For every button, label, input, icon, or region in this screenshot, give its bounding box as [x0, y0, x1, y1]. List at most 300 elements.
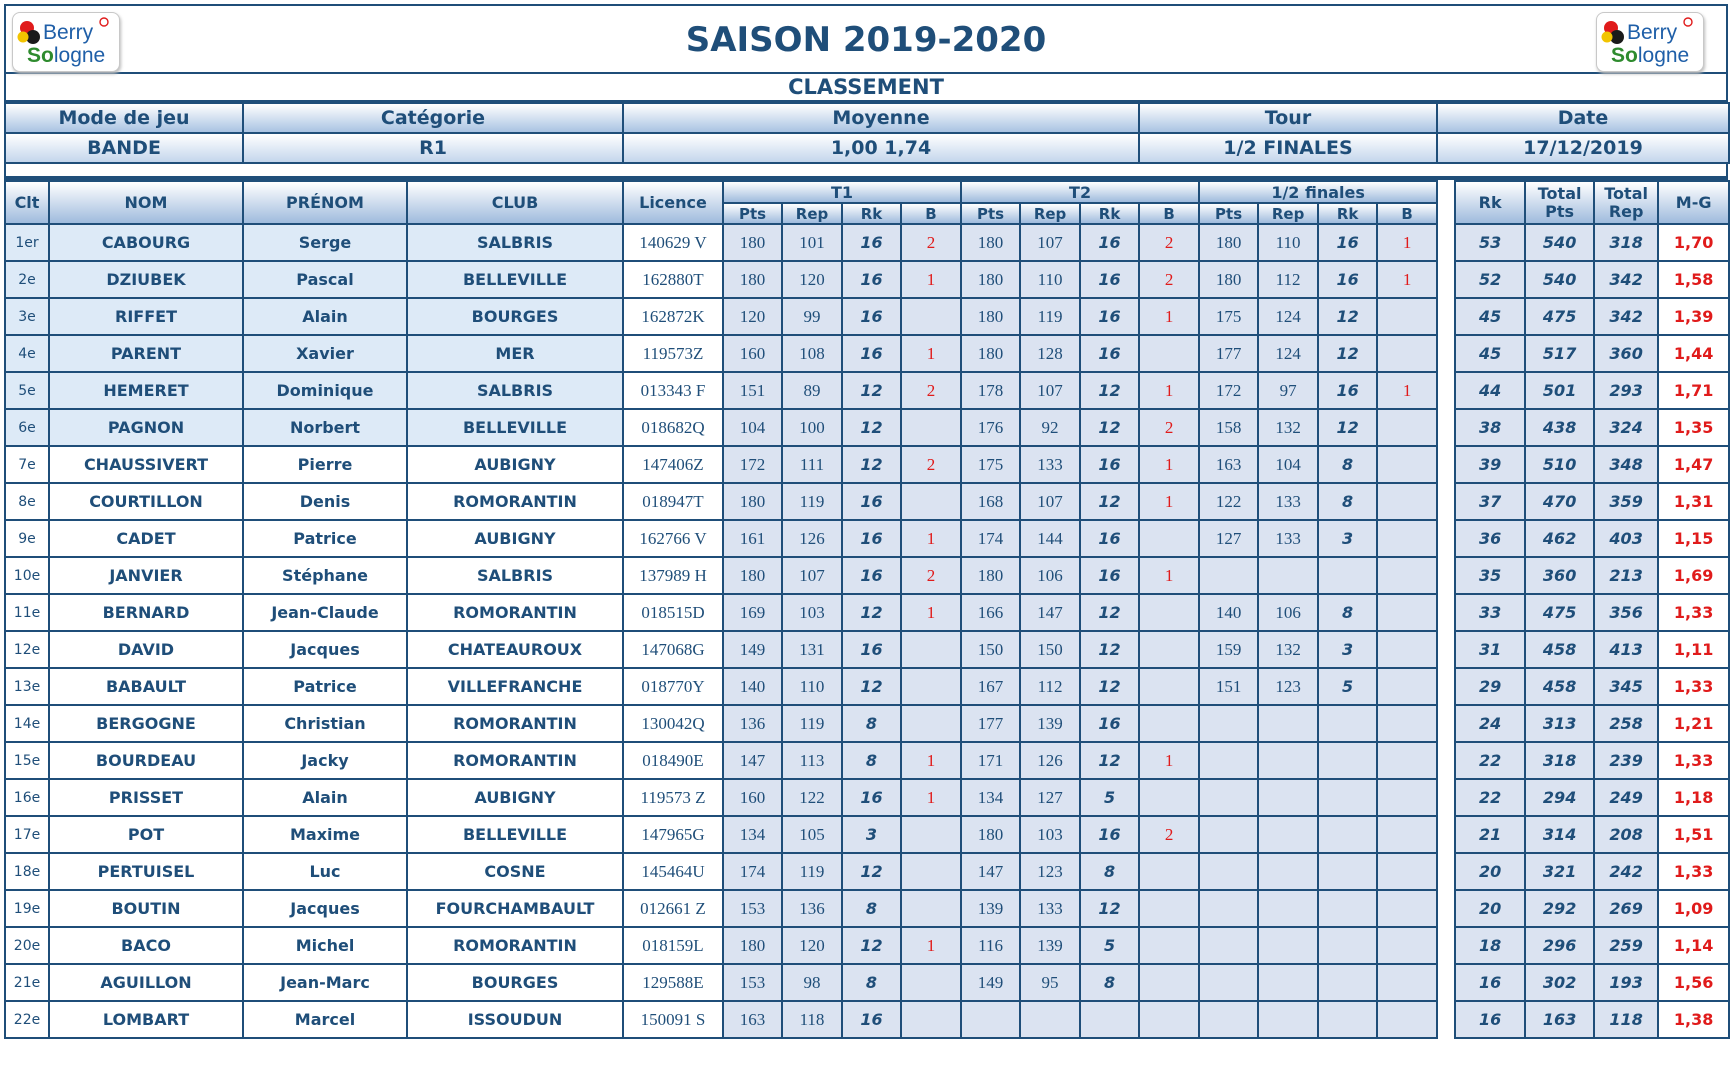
t2-b-cell: [1139, 890, 1199, 927]
table-row: [5, 335, 1729, 372]
pts-label: Pts: [1545, 201, 1575, 221]
t2-pts-cell: 134: [961, 779, 1020, 816]
t2-rep-cell: 107: [1020, 372, 1080, 409]
rank-cell: 14e: [5, 705, 49, 742]
total-pts-cell: 470: [1525, 483, 1594, 520]
t2-pts-cell: 168: [961, 483, 1020, 520]
semi-rep-cell: [1258, 816, 1318, 853]
t1-b-cell: [901, 705, 961, 742]
club-cell: SALBRIS: [407, 224, 623, 261]
t1-rep-cell: 120: [782, 261, 842, 298]
moyenne-label: Moyenne: [623, 103, 1139, 133]
column-gap: [1437, 335, 1455, 372]
semi-rk-cell: [1318, 742, 1377, 779]
t2-pts-cell: 175: [961, 446, 1020, 483]
t1-pts-cell: 180: [723, 927, 782, 964]
prenom-cell: Jacky: [243, 742, 407, 779]
t1-rk-cell: 3: [842, 816, 901, 853]
t1-rk-cell: 12: [842, 594, 901, 631]
t1-rep-cell: 131: [782, 631, 842, 668]
total-rep-cell: 345: [1594, 668, 1658, 705]
club-cell: COSNE: [407, 853, 623, 890]
t2-rk-cell: 5: [1080, 927, 1139, 964]
column-gap: [1437, 705, 1455, 742]
t1-rep-cell: 122: [782, 779, 842, 816]
t2-b-cell: [1139, 631, 1199, 668]
mg-cell: 1,33: [1658, 742, 1729, 779]
rk-total-cell: 45: [1455, 298, 1525, 335]
t1-b-cell: 1: [901, 594, 961, 631]
col-t2-b: B: [1139, 203, 1199, 224]
t1-rep-cell: 108: [782, 335, 842, 372]
nom-cell: HEMERET: [49, 372, 243, 409]
t2-rep-cell: 95: [1020, 964, 1080, 1001]
t2-pts-cell: 139: [961, 890, 1020, 927]
prenom-cell: Patrice: [243, 668, 407, 705]
semi-b-cell: [1377, 816, 1437, 853]
t1-pts-cell: 153: [723, 890, 782, 927]
t2-pts-cell: 180: [961, 261, 1020, 298]
t1-rep-cell: 107: [782, 557, 842, 594]
t2-b-cell: 2: [1139, 224, 1199, 261]
total-pts-cell: 438: [1525, 409, 1594, 446]
t1-pts-cell: 140: [723, 668, 782, 705]
total-pts-cell: 475: [1525, 594, 1594, 631]
table-row: [5, 853, 1729, 890]
berry-sologne-logo-right: [1596, 12, 1704, 72]
total-pts-cell: 501: [1525, 372, 1594, 409]
t1-pts-cell: 120: [723, 298, 782, 335]
semi-rk-cell: 8: [1318, 483, 1377, 520]
semi-pts-cell: [1199, 816, 1258, 853]
prenom-cell: Dominique: [243, 372, 407, 409]
t2-pts-cell: 176: [961, 409, 1020, 446]
col-t1-pts: Pts: [723, 203, 782, 224]
t1-b-cell: 2: [901, 224, 961, 261]
rank-cell: 9e: [5, 520, 49, 557]
total-pts-cell: 163: [1525, 1001, 1594, 1038]
col-semi-rep: Rep: [1258, 203, 1318, 224]
t2-pts-cell: 167: [961, 668, 1020, 705]
semi-pts-cell: [1199, 742, 1258, 779]
club-cell: AUBIGNY: [407, 520, 623, 557]
t2-b-cell: 2: [1139, 816, 1199, 853]
column-gap: [1437, 631, 1455, 668]
t1-rep-cell: 99: [782, 298, 842, 335]
t2-b-cell: 1: [1139, 446, 1199, 483]
table-row: [5, 1001, 1729, 1038]
col-club: CLUB: [407, 181, 623, 224]
t1-rep-cell: 136: [782, 890, 842, 927]
rank-cell: 20e: [5, 927, 49, 964]
rk-total-cell: 45: [1455, 335, 1525, 372]
semi-rep-cell: [1258, 779, 1318, 816]
classement-heading: CLASSEMENT: [4, 74, 1728, 102]
club-cell: BOURGES: [407, 964, 623, 1001]
t1-rk-cell: 16: [842, 224, 901, 261]
prenom-cell: Norbert: [243, 409, 407, 446]
t2-rk-cell: 12: [1080, 631, 1139, 668]
club-cell: SALBRIS: [407, 372, 623, 409]
rank-cell: 18e: [5, 853, 49, 890]
t1-b-cell: 1: [901, 520, 961, 557]
table-row: [5, 705, 1729, 742]
licence-cell: 147068G: [623, 631, 723, 668]
semi-rk-cell: [1318, 853, 1377, 890]
club-cell: ROMORANTIN: [407, 594, 623, 631]
semi-rep-cell: [1258, 742, 1318, 779]
nom-cell: DZIUBEK: [49, 261, 243, 298]
t1-pts-cell: 163: [723, 1001, 782, 1038]
t2-rk-cell: 8: [1080, 964, 1139, 1001]
total-pts-cell: 458: [1525, 631, 1594, 668]
semi-rk-cell: [1318, 816, 1377, 853]
total-pts-cell: 313: [1525, 705, 1594, 742]
mg-cell: 1,44: [1658, 335, 1729, 372]
total-pts-cell: 296: [1525, 927, 1594, 964]
total-rep-cell: 258: [1594, 705, 1658, 742]
column-gap: [1437, 261, 1455, 298]
semi-rk-cell: 16: [1318, 261, 1377, 298]
rank-cell: 22e: [5, 1001, 49, 1038]
semi-b-cell: [1377, 668, 1437, 705]
t1-rk-cell: 8: [842, 742, 901, 779]
club-cell: FOURCHAMBAULT: [407, 890, 623, 927]
t2-b-cell: 2: [1139, 409, 1199, 446]
total-rep-cell: 269: [1594, 890, 1658, 927]
rank-cell: 6e: [5, 409, 49, 446]
table-row: [5, 520, 1729, 557]
licence-cell: 018947T: [623, 483, 723, 520]
col-clt: Clt: [5, 181, 49, 224]
t1-rep-cell: 111: [782, 446, 842, 483]
t2-rep-cell: 119: [1020, 298, 1080, 335]
total-rep-cell: 324: [1594, 409, 1658, 446]
t2-b-cell: [1139, 520, 1199, 557]
column-gap: [1437, 927, 1455, 964]
semi-pts-cell: 140: [1199, 594, 1258, 631]
prenom-cell: Xavier: [243, 335, 407, 372]
t1-b-cell: 1: [901, 927, 961, 964]
licence-cell: 013343 F: [623, 372, 723, 409]
mg-cell: 1,69: [1658, 557, 1729, 594]
semi-rep-cell: [1258, 927, 1318, 964]
svg-text:Berry: Berry: [43, 21, 94, 44]
semi-b-cell: [1377, 520, 1437, 557]
page-title: SAISON 2019-2020: [685, 20, 1047, 60]
licence-cell: 018682Q: [623, 409, 723, 446]
semi-b-cell: [1377, 631, 1437, 668]
t2-rep-cell: 133: [1020, 890, 1080, 927]
licence-cell: 162880T: [623, 261, 723, 298]
t2-rk-cell: 12: [1080, 372, 1139, 409]
col-t2-rep: Rep: [1020, 203, 1080, 224]
total-rep-cell: 403: [1594, 520, 1658, 557]
t2-rep-cell: 126: [1020, 742, 1080, 779]
licence-cell: 018515D: [623, 594, 723, 631]
rk-total-cell: 21: [1455, 816, 1525, 853]
club-cell: ROMORANTIN: [407, 483, 623, 520]
rk-total-cell: 20: [1455, 890, 1525, 927]
t1-b-cell: [901, 668, 961, 705]
club-cell: ISSOUDUN: [407, 1001, 623, 1038]
semi-pts-cell: 127: [1199, 520, 1258, 557]
t1-b-cell: 1: [901, 779, 961, 816]
licence-cell: 137989 H: [623, 557, 723, 594]
rk-total-cell: 38: [1455, 409, 1525, 446]
t1-pts-cell: 161: [723, 520, 782, 557]
col-t1-rk: Rk: [842, 203, 901, 224]
t1-rk-cell: 8: [842, 705, 901, 742]
club-cell: ROMORANTIN: [407, 742, 623, 779]
t2-rk-cell: 16: [1080, 816, 1139, 853]
rk-total-cell: 16: [1455, 964, 1525, 1001]
rank-cell: 4e: [5, 335, 49, 372]
t1-rk-cell: 16: [842, 261, 901, 298]
table-row: [5, 668, 1729, 705]
t1-rep-cell: 105: [782, 816, 842, 853]
licence-cell: 012661 Z: [623, 890, 723, 927]
date-value: 17/12/2019: [1437, 133, 1729, 163]
mg-cell: 1,31: [1658, 483, 1729, 520]
semi-pts-cell: 159: [1199, 631, 1258, 668]
t1-b-cell: 1: [901, 335, 961, 372]
col-semi-pts: Pts: [1199, 203, 1258, 224]
t1-b-cell: [901, 1001, 961, 1038]
semi-b-cell: 1: [1377, 372, 1437, 409]
t1-rk-cell: 8: [842, 964, 901, 1001]
semi-pts-cell: 177: [1199, 335, 1258, 372]
t2-b-cell: [1139, 964, 1199, 1001]
semi-pts-cell: 175: [1199, 298, 1258, 335]
semi-rk-cell: 16: [1318, 372, 1377, 409]
t1-b-cell: [901, 964, 961, 1001]
col-semi-b: B: [1377, 203, 1437, 224]
table-row: [5, 816, 1729, 853]
club-cell: SALBRIS: [407, 557, 623, 594]
column-gap: [1437, 298, 1455, 335]
semi-rep-cell: 133: [1258, 483, 1318, 520]
prenom-cell: Denis: [243, 483, 407, 520]
mode-value: BANDE: [5, 133, 243, 163]
t1-rk-cell: 16: [842, 520, 901, 557]
nom-cell: CHAUSSIVERT: [49, 446, 243, 483]
rank-cell: 2e: [5, 261, 49, 298]
t1-rk-cell: 12: [842, 668, 901, 705]
t2-pts-cell: [961, 1001, 1020, 1038]
prenom-cell: Pascal: [243, 261, 407, 298]
t2-pts-cell: 150: [961, 631, 1020, 668]
prenom-cell: Marcel: [243, 1001, 407, 1038]
total-pts-cell: 294: [1525, 779, 1594, 816]
t1-rep-cell: 119: [782, 483, 842, 520]
t2-rk-cell: 16: [1080, 298, 1139, 335]
licence-cell: 150091 S: [623, 1001, 723, 1038]
mg-cell: 1,11: [1658, 631, 1729, 668]
total-rep-cell: 208: [1594, 816, 1658, 853]
col-t2-pts: Pts: [961, 203, 1020, 224]
column-gap: [1437, 594, 1455, 631]
total-pts-cell: 321: [1525, 853, 1594, 890]
t1-pts-cell: 180: [723, 224, 782, 261]
t1-pts-cell: 174: [723, 853, 782, 890]
t1-rk-cell: 16: [842, 557, 901, 594]
t2-rk-cell: 12: [1080, 890, 1139, 927]
nom-cell: BACO: [49, 927, 243, 964]
t1-pts-cell: 169: [723, 594, 782, 631]
club-cell: BOURGES: [407, 298, 623, 335]
t1-rep-cell: 101: [782, 224, 842, 261]
rank-cell: 8e: [5, 483, 49, 520]
semi-rk-cell: 5: [1318, 668, 1377, 705]
prenom-cell: Jacques: [243, 890, 407, 927]
mg-cell: 1,70: [1658, 224, 1729, 261]
total-pts-cell: 302: [1525, 964, 1594, 1001]
t2-pts-cell: 180: [961, 335, 1020, 372]
total-rep-cell: 118: [1594, 1001, 1658, 1038]
nom-cell: RIFFET: [49, 298, 243, 335]
col-total-pts: [1525, 181, 1594, 224]
total-pts-cell: 510: [1525, 446, 1594, 483]
semi-pts-cell: [1199, 890, 1258, 927]
total-rep-cell: 293: [1594, 372, 1658, 409]
col-t2-rk: Rk: [1080, 203, 1139, 224]
t2-rk-cell: 12: [1080, 409, 1139, 446]
t2-rep-cell: 103: [1020, 816, 1080, 853]
total-rep-cell: 356: [1594, 594, 1658, 631]
rk-total-cell: 22: [1455, 742, 1525, 779]
prenom-cell: Jacques: [243, 631, 407, 668]
club-cell: AUBIGNY: [407, 446, 623, 483]
rank-cell: 21e: [5, 964, 49, 1001]
semi-rk-cell: [1318, 557, 1377, 594]
semi-rk-cell: 16: [1318, 224, 1377, 261]
t1-pts-cell: 160: [723, 779, 782, 816]
column-gap: [1437, 668, 1455, 705]
t2-rk-cell: [1080, 1001, 1139, 1038]
nom-cell: BOURDEAU: [49, 742, 243, 779]
t1-b-cell: 1: [901, 742, 961, 779]
semi-b-cell: [1377, 964, 1437, 1001]
prenom-cell: Jean-Claude: [243, 594, 407, 631]
t1-pts-cell: 172: [723, 446, 782, 483]
t1-b-cell: [901, 631, 961, 668]
rank-cell: 13e: [5, 668, 49, 705]
t2-rep-cell: 139: [1020, 705, 1080, 742]
t1-b-cell: [901, 298, 961, 335]
t2-b-cell: [1139, 594, 1199, 631]
column-gap: [1437, 742, 1455, 779]
col-rk-total: Rk: [1455, 181, 1525, 224]
table-row: [5, 742, 1729, 779]
rank-cell: 16e: [5, 779, 49, 816]
total-rep-cell: 213: [1594, 557, 1658, 594]
semi-b-cell: [1377, 927, 1437, 964]
semi-pts-cell: [1199, 705, 1258, 742]
semi-b-cell: [1377, 409, 1437, 446]
t1-pts-cell: 180: [723, 557, 782, 594]
t2-b-cell: [1139, 779, 1199, 816]
table-row: [5, 224, 1729, 261]
date-label: Date: [1437, 103, 1729, 133]
nom-cell: PERTUISEL: [49, 853, 243, 890]
semi-pts-cell: 180: [1199, 261, 1258, 298]
rank-cell: 5e: [5, 372, 49, 409]
semi-rk-cell: [1318, 964, 1377, 1001]
t2-rk-cell: 16: [1080, 335, 1139, 372]
t2-b-cell: 1: [1139, 483, 1199, 520]
t1-rep-cell: 89: [782, 372, 842, 409]
column-gap: [1437, 779, 1455, 816]
prenom-cell: Jean-Marc: [243, 964, 407, 1001]
t2-rk-cell: 16: [1080, 446, 1139, 483]
semi-rep-cell: [1258, 1001, 1318, 1038]
prenom-cell: Stéphane: [243, 557, 407, 594]
col-group-t2: T2: [961, 181, 1199, 203]
t1-pts-cell: 104: [723, 409, 782, 446]
t2-rk-cell: 12: [1080, 483, 1139, 520]
column-gap: [1437, 1001, 1455, 1038]
mg-cell: 1,47: [1658, 446, 1729, 483]
t2-b-cell: 1: [1139, 557, 1199, 594]
total-label: Total: [1537, 183, 1582, 203]
t2-pts-cell: 174: [961, 520, 1020, 557]
total-pts-cell: 318: [1525, 742, 1594, 779]
total-rep-cell: 242: [1594, 853, 1658, 890]
table-row: [5, 594, 1729, 631]
t2-rep-cell: 128: [1020, 335, 1080, 372]
t1-pts-cell: 151: [723, 372, 782, 409]
column-gap: [1437, 181, 1455, 224]
rank-cell: 15e: [5, 742, 49, 779]
col-group-semi: 1/2 finales: [1199, 181, 1437, 203]
rk-total-cell: 22: [1455, 779, 1525, 816]
total-rep-cell: 359: [1594, 483, 1658, 520]
semi-rk-cell: 3: [1318, 520, 1377, 557]
col-t1-rep: Rep: [782, 203, 842, 224]
t2-pts-cell: 178: [961, 372, 1020, 409]
club-cell: BELLEVILLE: [407, 816, 623, 853]
total-rep-cell: 342: [1594, 261, 1658, 298]
column-gap: [1437, 372, 1455, 409]
column-gap: [1437, 224, 1455, 261]
t2-b-cell: [1139, 1001, 1199, 1038]
t1-b-cell: [901, 816, 961, 853]
t2-b-cell: [1139, 853, 1199, 890]
svg-text:Sologne: Sologne: [27, 44, 106, 67]
total-rep-cell: 318: [1594, 224, 1658, 261]
total-pts-cell: 540: [1525, 224, 1594, 261]
prenom-cell: Michel: [243, 927, 407, 964]
column-gap: [1437, 816, 1455, 853]
rank-cell: 3e: [5, 298, 49, 335]
col-licence: Licence: [623, 181, 723, 224]
table-row: [5, 779, 1729, 816]
mg-cell: 1,21: [1658, 705, 1729, 742]
semi-pts-cell: 180: [1199, 224, 1258, 261]
rk-total-cell: 33: [1455, 594, 1525, 631]
club-cell: ROMORANTIN: [407, 927, 623, 964]
t1-rep-cell: 119: [782, 853, 842, 890]
semi-rep-cell: 124: [1258, 298, 1318, 335]
semi-rep-cell: [1258, 890, 1318, 927]
semi-rep-cell: 97: [1258, 372, 1318, 409]
rank-cell: 12e: [5, 631, 49, 668]
t2-rep-cell: 147: [1020, 594, 1080, 631]
rank-cell: 17e: [5, 816, 49, 853]
t2-b-cell: 1: [1139, 298, 1199, 335]
t1-rk-cell: 16: [842, 298, 901, 335]
